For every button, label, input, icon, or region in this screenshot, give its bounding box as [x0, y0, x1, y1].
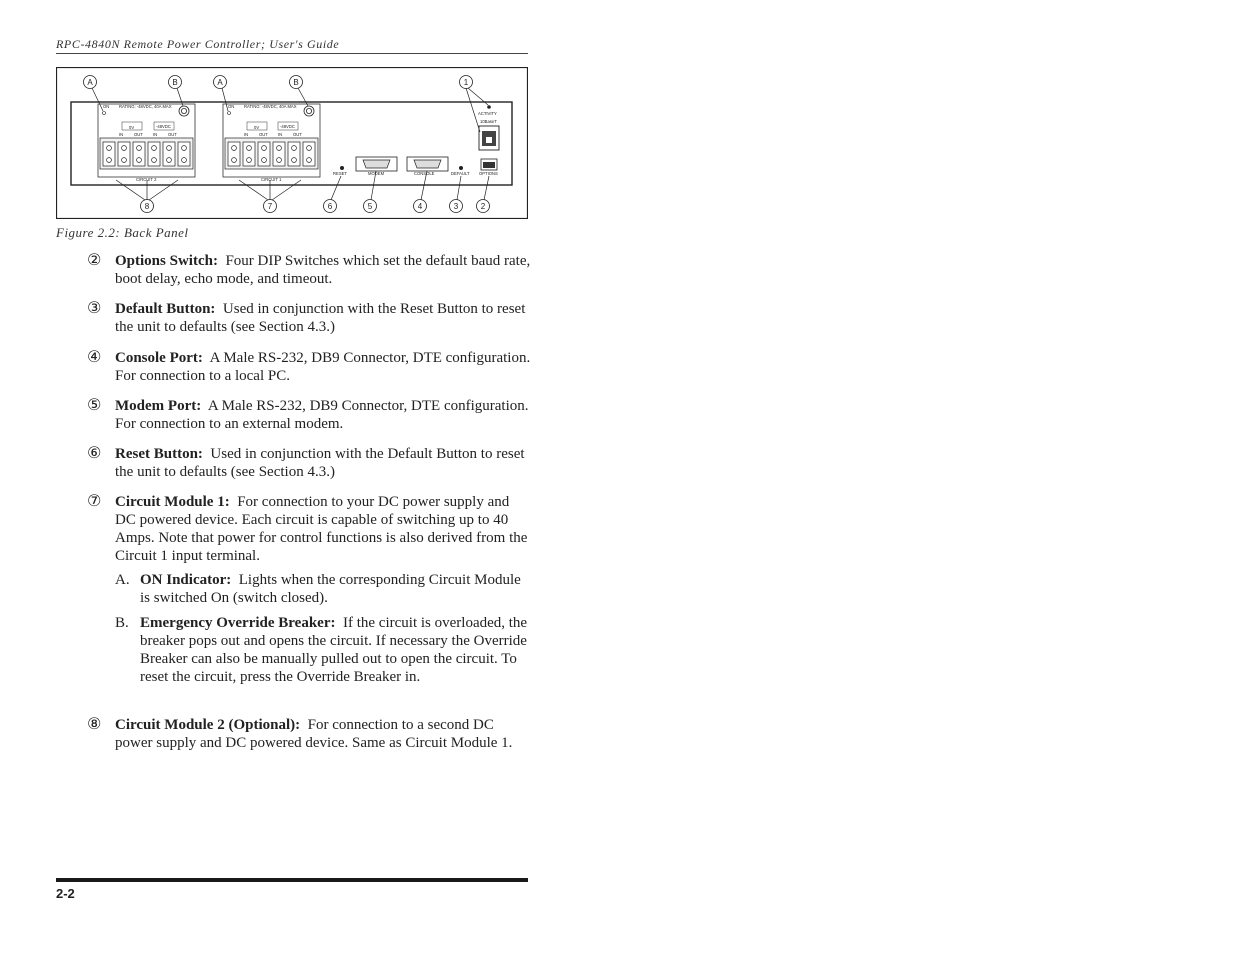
- svg-text:IN: IN: [153, 132, 158, 137]
- svg-text:1: 1: [463, 78, 469, 87]
- svg-text:2: 2: [480, 202, 486, 211]
- svg-text:0V: 0V: [254, 125, 260, 130]
- svg-text:ON: ON: [103, 104, 110, 109]
- svg-text:MODEM: MODEM: [368, 171, 385, 176]
- svg-text:7: 7: [267, 202, 273, 211]
- item-options-switch: [87, 252, 532, 288]
- svg-text:8: 8: [144, 202, 150, 211]
- subitem-override-breaker: [115, 614, 530, 686]
- item-label: Modem Port:: [115, 398, 202, 414]
- back-panel-figure: [56, 67, 528, 219]
- svg-text:A: A: [217, 78, 223, 87]
- svg-text:RESET: RESET: [333, 171, 347, 176]
- svg-text:OUT: OUT: [168, 132, 177, 137]
- footer-rule: [56, 878, 528, 882]
- item-number: ②: [87, 250, 102, 269]
- item-text: Used in conjunction with the Reset Button to reset the unit to defaults (see Section 4.3.): [115, 301, 526, 335]
- svg-text:6: 6: [327, 202, 333, 211]
- svg-text:IN: IN: [278, 132, 283, 137]
- item-label: Circuit Module 1:: [115, 494, 230, 510]
- svg-text:B: B: [293, 78, 299, 87]
- item-number: ⑥: [87, 443, 102, 462]
- subitem-letter: A.: [115, 572, 130, 588]
- item-label: Options Switch:: [115, 253, 218, 269]
- svg-text:ACTIVITY: ACTIVITY: [478, 111, 497, 116]
- item-text: For connection to a second DC power supply and DC powered device. Same as Circuit Module 1.: [115, 717, 513, 751]
- page-number: 2-2: [56, 886, 75, 901]
- item-label: Console Port:: [115, 350, 203, 366]
- subitem-letter: B.: [115, 615, 129, 631]
- subitem-text: Lights when the corresponding Circuit Module is switched On (switch closed).: [140, 572, 521, 606]
- item-circuit-module-2: [87, 716, 532, 752]
- svg-text:IN: IN: [119, 132, 124, 137]
- item-text: A Male RS-232, DB9 Connector, DTE configuration. For connection to a local PC.: [115, 350, 531, 384]
- svg-text:OUT: OUT: [259, 132, 268, 137]
- item-text: For connection to your DC power supply and DC powered device. Each circuit is capable of switching up to 40 Amps. Note that power for control functions is also derived from the Circuit 1 input terminal.: [115, 494, 528, 564]
- item-console-port: [87, 349, 532, 385]
- svg-text:DEFAULT: DEFAULT: [451, 171, 470, 176]
- item-label: Reset Button:: [115, 446, 203, 462]
- header-rule: [56, 53, 528, 54]
- item-text: Four DIP Switches which set the default baud rate, boot delay, echo mode, and timeout.: [115, 253, 531, 287]
- subitem-label: ON Indicator:: [140, 572, 232, 588]
- svg-text:0V: 0V: [129, 125, 135, 130]
- item-number: ⑤: [87, 395, 102, 414]
- item-label: Default Button:: [115, 301, 216, 317]
- item-number: ③: [87, 298, 102, 317]
- svg-text:RATING: -48VDC, 40A MAX: RATING: -48VDC, 40A MAX: [119, 104, 172, 109]
- figure-caption: Figure 2.2: Back Panel: [56, 225, 189, 240]
- svg-text:A: A: [87, 78, 93, 87]
- item-text: A Male RS-232, DB9 Connector, DTE configuration. For connection to an external modem.: [115, 398, 529, 432]
- svg-text:5: 5: [367, 202, 373, 211]
- svg-text:RATING: -48VDC, 40A MAX: RATING: -48VDC, 40A MAX: [244, 104, 297, 109]
- svg-text:OPTIONS: OPTIONS: [479, 171, 498, 176]
- svg-text:OUT: OUT: [293, 132, 302, 137]
- subitem-text: If the circuit is overloaded, the breaker pops out and opens the circuit. If necessary the Override Breaker can also be manually pulled out to open the circuit. To reset the circuit, press the Override Breaker in.: [140, 615, 528, 685]
- item-reset-button: [87, 445, 532, 481]
- subitem-on-indicator: [115, 571, 530, 607]
- svg-text:CIRCUIT 2: CIRCUIT 2: [136, 177, 157, 182]
- svg-text:-48VDC: -48VDC: [156, 124, 171, 129]
- item-number: ⑦: [87, 491, 102, 510]
- svg-text:ON: ON: [228, 104, 235, 109]
- subitem-label: Emergency Override Breaker:: [140, 615, 336, 631]
- item-label: Circuit Module 2 (Optional):: [115, 717, 301, 733]
- svg-text:OUT: OUT: [134, 132, 143, 137]
- item-circuit-module-1: [87, 493, 532, 565]
- item-modem-port: [87, 397, 532, 433]
- svg-text:IN: IN: [244, 132, 249, 137]
- item-number: ⑧: [87, 714, 102, 733]
- running-header: RPC-4840N Remote Power Controller; User's Guide: [56, 37, 340, 51]
- item-default-button: [87, 300, 532, 336]
- svg-text:CIRCUIT 1: CIRCUIT 1: [261, 177, 282, 182]
- svg-text:B: B: [172, 78, 178, 87]
- svg-text:10BaseT: 10BaseT: [480, 119, 497, 124]
- svg-text:-48VDC: -48VDC: [280, 124, 295, 129]
- item-text: Used in conjunction with the Default Button to reset the unit to defaults (see Section 4.3.): [115, 446, 525, 480]
- svg-text:3: 3: [453, 202, 459, 211]
- svg-text:4: 4: [417, 202, 423, 211]
- svg-text:CONSOLE: CONSOLE: [414, 171, 435, 176]
- item-number: ④: [87, 347, 102, 366]
